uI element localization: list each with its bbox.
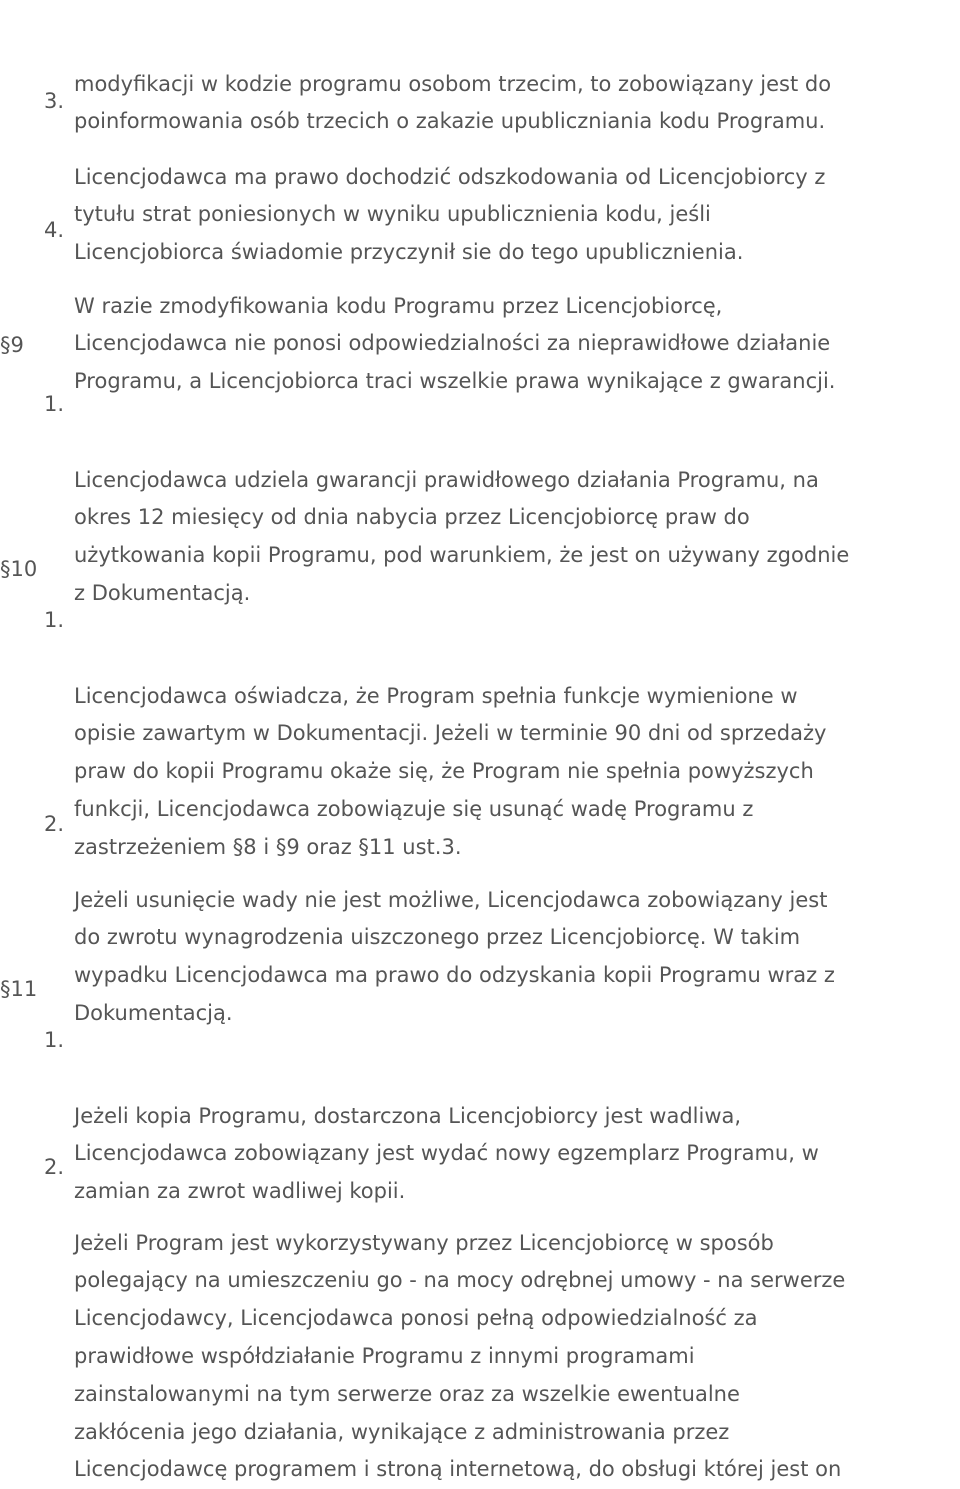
list-item-number: 2.	[44, 812, 65, 836]
list-item	[0, 386, 853, 613]
list-item-text: Licencjodawca udziela gwarancji prawidłowego działania Programu, na okres 12 miesięcy od dnia nabycia przez Licencjobiorcę praw do użytkowania kopii Programu, pod warunkiem, że jest on używany zgodnie z Dokumentacją.	[74, 467, 850, 605]
list-item-text: modyfikacji w kodzie programu osobom trzecim, to zobowiązany jest do poinformowania osób trzecich o zakazie upubliczniania kodu Programu.	[74, 71, 832, 134]
list-item-number: 1.	[44, 1028, 65, 1052]
list-item-text: Licencjodawca ma prawo dochodzić odszkodowania od Licencjobiorcy z tytułu strat poniesionych w wyniku upublicznienia kodu, jeśli Licencjobiorca świadomie przyczynił sie do tego upublicznienia.	[74, 164, 826, 265]
list-item-number: 3.	[44, 89, 65, 113]
list-item	[0, 212, 839, 401]
list-item-text: Jeżeli kopia Programu, dostarczona Licencjobiorcy jest wadliwa, Licencjodawca zobowiązany jest wydać nowy egzemplarz Programu, w zamian za zwrot wadliwej kopii.	[74, 1103, 819, 1204]
list-item-text: Licencjodawca oświadcza, że Program spełnia funkcje wymienione w opisie zawartym w Dokumentacji. Jeżeli w terminie 90 dni od sprzedaży praw do kopii Programu okaże się, że Program nie spełnia powyższych funkcji, Licencjodawca zobowiązuje się usunąć wadę Programu z zastrzeżeniem §8 i §9 oraz §11 ust.3.	[74, 683, 827, 859]
list-item	[0, 806, 839, 1033]
list-item-text: Jeżeli Program jest wykorzystywany przez Licencjobiorcę w sposób polegający na umieszczeniu go - na mocy odrębnej umowy - na serwerze Licencjodawcy, Licencjodawca ponosi pełną odpowiedzialność za prawidłowe współdziałanie Programu z innymi programami zainstalowanymi na tym serwerze oraz za wszelkie ewentualne zakłócenia jego działania, wynikające z administrowania przez Licencjodawcę programem i stroną internetową, do obsługi której jest on	[74, 1230, 846, 1482]
list-item-text: W razie zmodyfikowania kodu Programu przez Licencjobiorcę, Licencjodawca nie ponosi odpowiedzialności za nieprawidłowe działanie Programu, a Licencjobiorca traci wszelkie prawa wynikające z gwarancji.	[74, 293, 836, 394]
list-item-text: Jeżeli usunięcie wady nie jest możliwe, Licencjodawca zobowiązany jest do zwrotu wynagrodzenia uiszczonego przez Licencjobiorcę. W takim wypadku Licencjodawca ma prawo do odzyskania kopii Programu wraz z Dokumentacją.	[74, 887, 835, 1025]
list-item-number: 4.	[44, 218, 65, 242]
list-item-number: 1.	[44, 392, 65, 416]
list-item-number: 2.	[44, 1155, 65, 1179]
list-item-number: 1.	[44, 608, 65, 632]
section-heading-10: §10	[0, 557, 38, 581]
section-heading-11: §11	[0, 977, 38, 1001]
section-heading-9: §9	[0, 333, 24, 357]
list-item	[0, 1149, 849, 1489]
